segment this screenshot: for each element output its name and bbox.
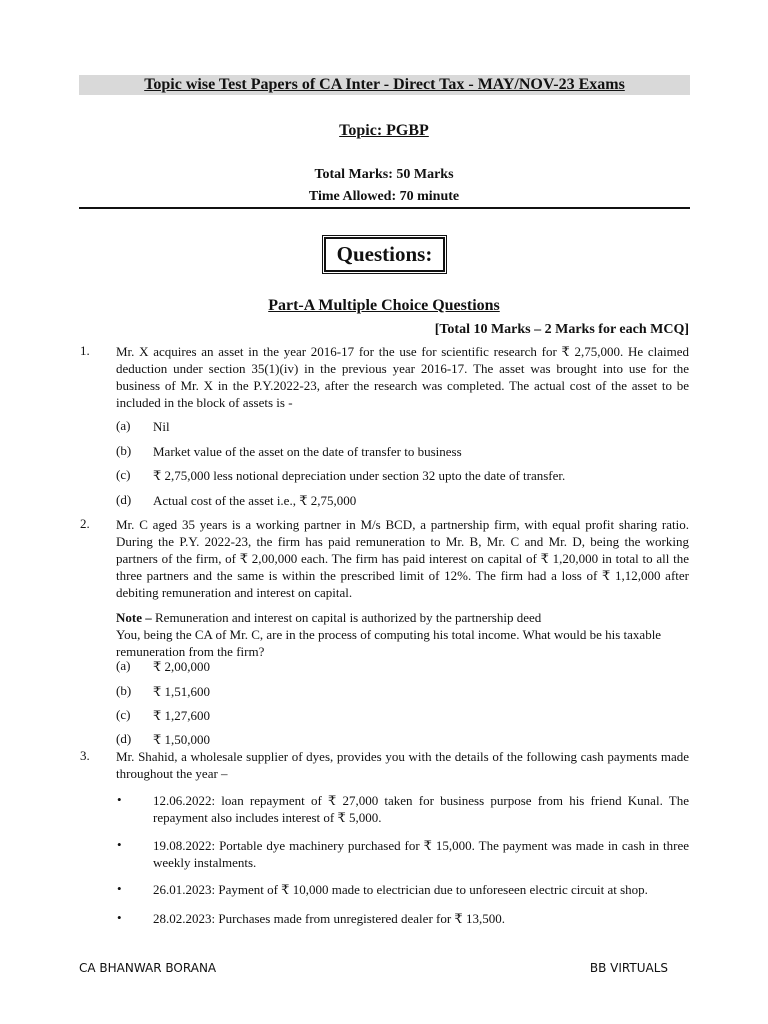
option-text: Market value of the asset on the date of transfer to business <box>153 444 462 459</box>
bullet-text: 19.08.2022: Portable dye machinery purchased for ₹ 15,000. The payment was made in cash in three weekly instalments. <box>153 838 689 870</box>
option-label: (b) <box>116 443 132 458</box>
question-1-text: Mr. X acquires an asset in the year 2016-17 for the use for scientific research for ₹ 2,75,000. He claimed deduction under section 35(1)(iv) in the previous year 2016-17. The asset was brought into use for the business of Mr. X in the P.Y.2022-23, after the research was completed. The actual cost of the asset to be included in the block of assets is - <box>116 344 689 410</box>
time-allowed: Time Allowed: 70 minute <box>308 189 460 204</box>
option-text: ₹ 2,75,000 less notional depreciation under section 32 upto the date of transfer. <box>153 468 566 483</box>
option-label: (a) <box>116 658 131 673</box>
footer-author: CA BHANWAR BORANA <box>79 961 217 975</box>
question-3-text: Mr. Shahid, a wholesale supplier of dyes, provides you with the details of the following cash payments made throughout the year – <box>116 749 689 781</box>
question-number: 2. <box>80 516 90 531</box>
paper-title-banner <box>79 75 690 95</box>
note-text: Remuneration and interest on capital is authorized by the partnership deed <box>151 610 542 625</box>
topic-heading: Topic: PGBP <box>339 122 429 139</box>
question-number: 1. <box>80 343 90 358</box>
option-label: (c) <box>116 467 131 482</box>
bullet-text: 28.02.2023: Purchases made from unregistered dealer for ₹ 13,500. <box>153 911 505 926</box>
part-a-marks: [Total 10 Marks – 2 Marks for each MCQ] <box>434 322 689 337</box>
bullet-mark: • <box>117 837 122 852</box>
note-label: Note – <box>116 610 152 625</box>
paper-title: Topic wise Test Papers of CA Inter - Direct Tax - MAY/NOV-23 Exams <box>144 76 625 93</box>
option-text: ₹ 1,50,000 <box>153 732 211 747</box>
question-2-text: Mr. C aged 35 years is a working partner in M/s BCD, a partnership firm, with equal profit sharing ratio. During the P.Y. 2022-23, the firm has paid remuneration to Mr. B, Mr. C and Mr. D, being the working partners of the firm, of ₹ 2,00,000 each. The firm has paid interest on capital of ₹ 1,20,000 in total to all the three partners and the same is within the prescribed limit of 12%. The firm had a loss of ₹ 1,12,000 after debiting remuneration and interest on capital. <box>116 517 689 600</box>
option-label: (a) <box>116 418 131 433</box>
bullet-mark: • <box>117 881 122 896</box>
header-divider <box>79 207 690 209</box>
bullet-text: 26.01.2023: Payment of ₹ 10,000 made to electrician due to unforeseen electric circuit at shop. <box>153 882 648 897</box>
option-text: Nil <box>153 419 170 434</box>
option-label: (c) <box>116 707 131 722</box>
option-text: ₹ 1,51,600 <box>153 684 211 699</box>
option-label: (b) <box>116 683 132 698</box>
total-marks: Total Marks: 50 Marks <box>314 167 454 182</box>
option-text: ₹ 2,00,000 <box>153 659 211 674</box>
bullet-mark: • <box>117 910 122 925</box>
option-text: Actual cost of the asset i.e., ₹ 2,75,000 <box>153 493 357 508</box>
option-label: (d) <box>116 492 132 507</box>
footer-brand: BB VIRTUALS <box>589 961 668 975</box>
question-2-prompt: You, being the CA of Mr. C, are in the process of computing his total income. What would be his taxable remuneration from the firm? <box>116 627 662 659</box>
question-2-note <box>116 609 689 626</box>
part-a-title: Part-A Multiple Choice Questions <box>268 297 500 314</box>
questions-heading: Questions: <box>324 237 445 272</box>
question-number: 3. <box>80 748 90 763</box>
option-text: ₹ 1,27,600 <box>153 708 211 723</box>
option-label: (d) <box>116 731 132 746</box>
bullet-mark: • <box>117 792 122 807</box>
bullet-text: 12.06.2022: loan repayment of ₹ 27,000 taken for business purpose from his friend Kunal. The repayment also includes interest of ₹ 5,000. <box>153 793 689 825</box>
